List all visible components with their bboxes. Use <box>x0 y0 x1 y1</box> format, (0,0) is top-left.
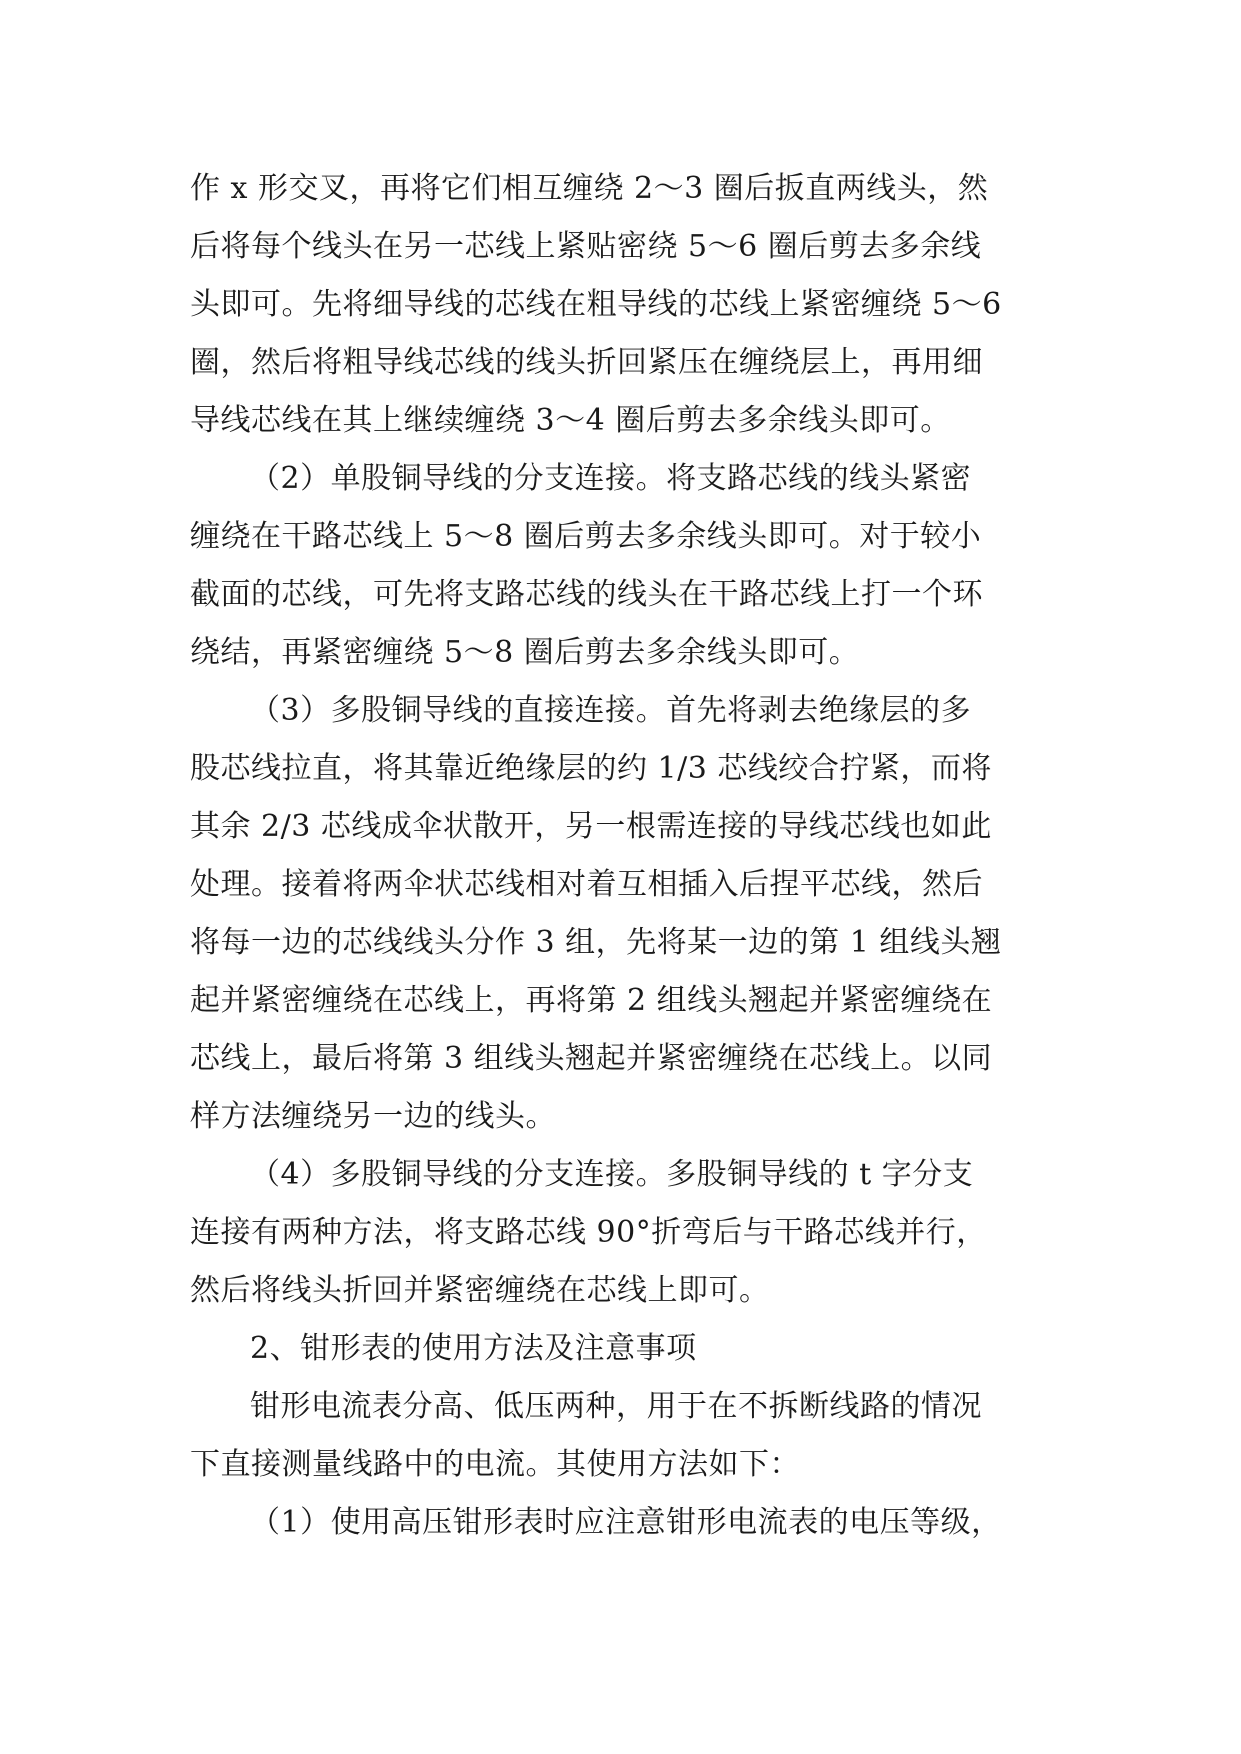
section-heading: 2、钳形表的使用方法及注意事项 <box>250 1331 697 1366</box>
text-line-20: 然后将线头折回并紧密缠绕在芯线上即可。 <box>190 1273 770 1308</box>
document-body <box>190 160 1052 1552</box>
text-line-11: 股芯线拉直，将其靠近绝缘层的约 1/3 芯线绞合拧紧，而将 <box>190 751 992 786</box>
text-line-14: 将每一边的芯线线头分作 3 组，先将某一边的第 1 组线头翘 <box>190 925 1002 960</box>
text-line-8: 截面的芯线，可先将支路芯线的线头在干路芯线上打一个环 <box>190 577 983 612</box>
paragraph-start-line: （1）使用高压钳形表时应注意钳形电流表的电压等级， <box>250 1505 1002 1540</box>
text-line-16: 芯线上，最后将第 3 组线头翘起并紧密缠绕在芯线上。以同 <box>190 1041 993 1076</box>
text-line-19: 连接有两种方法，将支路芯线 90°折弯后与干路芯线并行， <box>190 1215 987 1250</box>
text-line-15: 起并紧密缠绕在芯线上，再将第 2 组线头翘起并紧密缠绕在 <box>190 983 993 1018</box>
text-line-12: 其余 2/3 芯线成伞状散开，另一根需连接的导线芯线也如此 <box>190 809 992 844</box>
paragraph-start-line: 钳形电流表分高、低压两种，用于在不拆断线路的情况 <box>250 1389 982 1424</box>
text-line-1: 作 x 形交叉，再将它们相互缠绕 2～3 圈后扳直两线头，然 <box>190 171 989 206</box>
text-line-13: 处理。接着将两伞状芯线相对着互相插入后捏平芯线，然后 <box>190 867 983 902</box>
text-line-23: 下直接测量线路中的电流。其使用方法如下： <box>190 1447 800 1482</box>
paragraph-start-line: （2）单股铜导线的分支连接。将支路芯线的线头紧密 <box>250 461 972 496</box>
text-line-5: 导线芯线在其上继续缠绕 3～4 圈后剪去多余线头即可。 <box>190 403 951 438</box>
paragraph-start-line: （4）多股铜导线的分支连接。多股铜导线的 t 字分支 <box>250 1157 974 1192</box>
text-line-4: 圈，然后将粗导线芯线的线头折回紧压在缠绕层上，再用细 <box>190 345 983 380</box>
text-line-9: 绕结，再紧密缠绕 5～8 圈后剪去多余线头即可。 <box>190 635 860 670</box>
text-line-2: 后将每个线头在另一芯线上紧贴密绕 5～6 圈后剪去多余线 <box>190 229 982 264</box>
text-line-7: 缠绕在干路芯线上 5～8 圈后剪去多余线头即可。对于较小 <box>190 519 982 554</box>
text-line-17: 样方法缠绕另一边的线头。 <box>190 1099 556 1134</box>
text-line-3: 头即可。先将细导线的芯线在粗导线的芯线上紧密缠绕 5～6 <box>190 287 1002 322</box>
paragraph-start-line: （3）多股铜导线的直接连接。首先将剥去绝缘层的多 <box>250 693 972 728</box>
